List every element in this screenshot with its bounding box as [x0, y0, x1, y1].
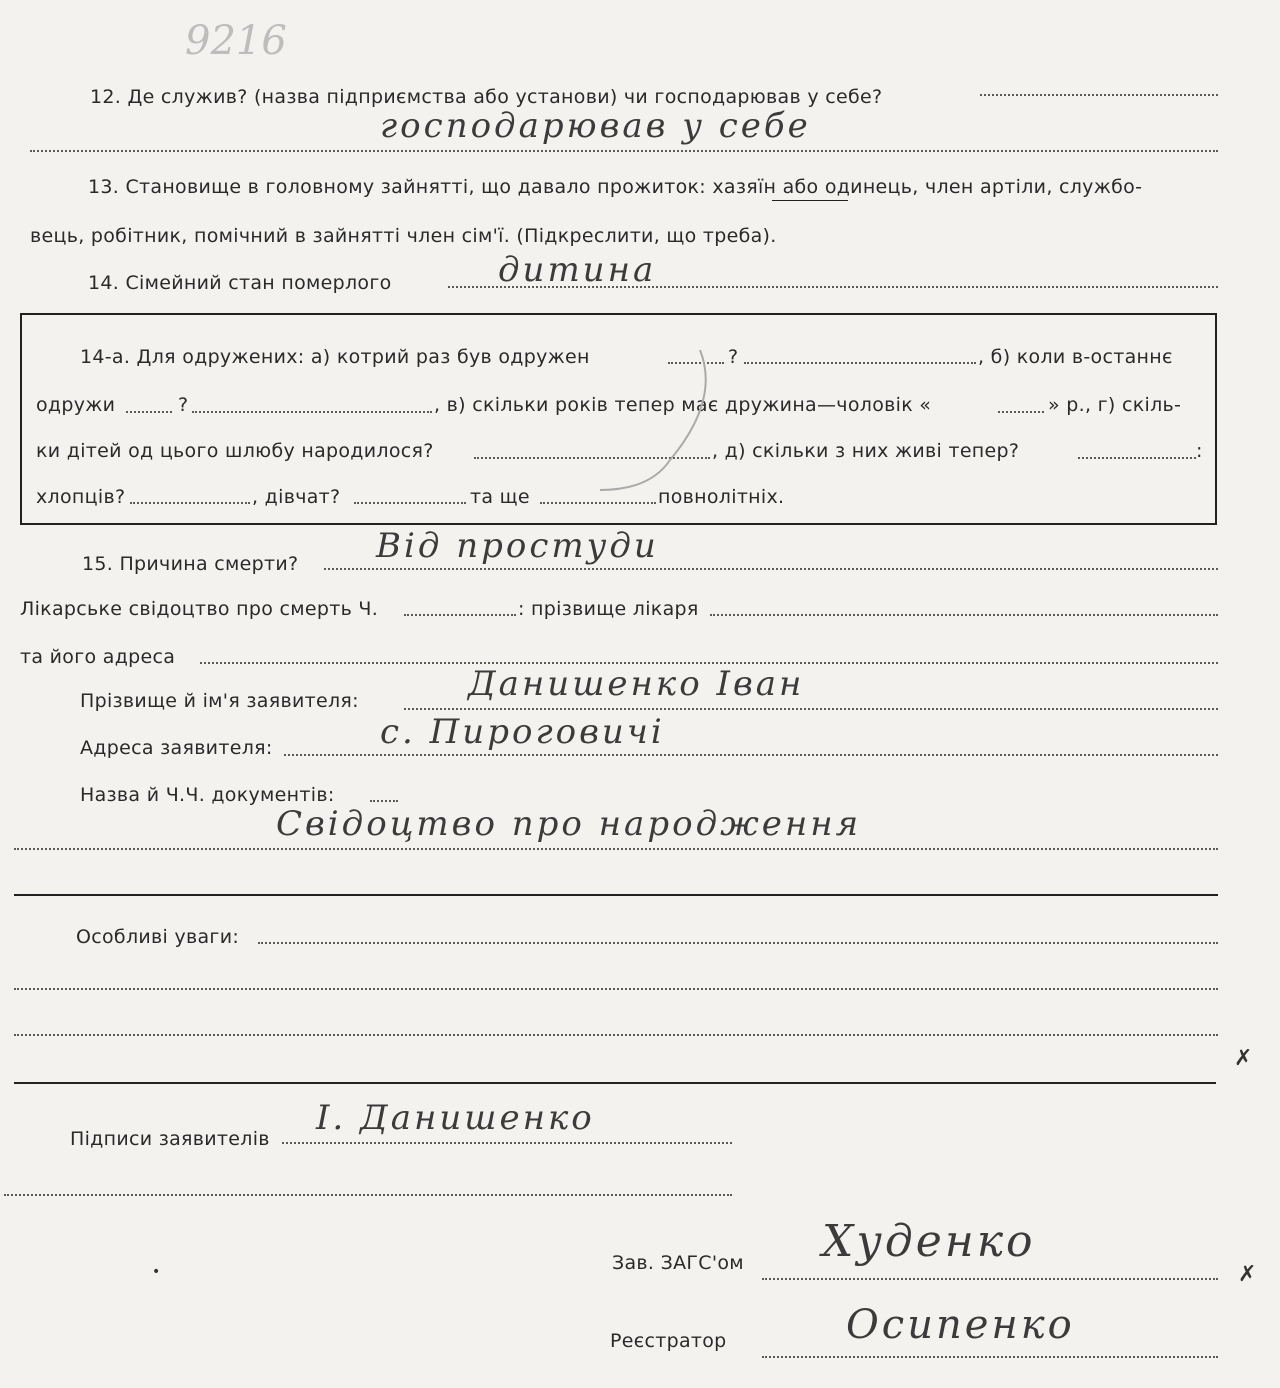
q13-line1: 13. Становище в головному зайнятті, що давало прожиток: хазяїн або одинець, член артіли, службо-: [88, 176, 1143, 198]
q15-fill-line: [324, 568, 1218, 570]
q14a-fill-4: [192, 411, 432, 413]
head-zags-signature: Худенко: [822, 1216, 1036, 1267]
registrar-label: Реєстратор: [610, 1330, 727, 1352]
q12-answer: господарював у себе: [380, 106, 811, 146]
q14a-line2-c: , в) скільки років тепер має дружина—чоловік «: [434, 394, 932, 416]
q14a-line4-a: хлопців?: [36, 486, 126, 508]
q14a-line1-b: ?: [728, 346, 739, 368]
q14a-fill-5: [998, 411, 1044, 413]
archive-number: 9216: [185, 18, 287, 64]
applicant-name-label: Прізвище й ім'я заявителя:: [80, 690, 359, 712]
remarks-line-1: [258, 942, 1218, 944]
section-divider-1: [14, 894, 1218, 896]
q14a-line4-c: та ще: [470, 486, 530, 508]
q14a-fill-2: [744, 362, 976, 364]
applicant-address-label: Адреса заявителя:: [80, 737, 273, 759]
q14a-fill-8: [130, 502, 250, 504]
medical-doctor-label: : прізвище лікаря: [518, 598, 699, 620]
applicant-signature-line-2: [4, 1194, 732, 1196]
q14a-line4-d: повнолітніх.: [658, 486, 785, 508]
q12-fill-line: [980, 94, 1218, 96]
q14-label: 14. Сімейний стан померлого: [88, 272, 392, 294]
q14a-fill-9: [354, 502, 466, 504]
medical-address-label: та його адреса: [20, 646, 176, 668]
head-zags-line: [762, 1278, 1218, 1280]
remarks-line-3: [14, 1034, 1218, 1036]
q14-answer: дитина: [498, 250, 657, 290]
remarks-label: Особливі уваги:: [76, 926, 240, 948]
punch-hole-mark-2: ✗: [1238, 1262, 1257, 1287]
q14a-line1-c: , б) коли в-останнє: [978, 346, 1173, 368]
q12-label: 12. Де служив? (назва підприємства або установи) чи господарював у себе?: [90, 86, 883, 108]
q14a-fill-7: [1078, 457, 1196, 459]
section-divider-2: [14, 1082, 1216, 1084]
q12-answer-line: [30, 150, 1218, 152]
medical-doctor-line: [710, 614, 1218, 616]
q15-answer: Від простуди: [376, 526, 659, 566]
pencil-stroke-mark: [560, 340, 760, 500]
remarks-line-2: [14, 988, 1218, 990]
punch-hole-mark: ✗: [1234, 1046, 1253, 1071]
applicant-address-value: с. Пироговичі: [380, 712, 665, 752]
q14a-line4-b: , дівчат?: [252, 486, 341, 508]
registrar-line: [762, 1356, 1218, 1358]
q14a-line3-c: :: [1196, 440, 1203, 462]
registrar-signature: Осипенко: [846, 1302, 1075, 1348]
q14-fill-line: [448, 286, 1218, 288]
q14a-line3-a: ки дітей од цього шлюбу народилося?: [36, 440, 434, 462]
q14a-fill-10: [540, 502, 656, 504]
applicant-docs-line: [370, 800, 398, 802]
q15-label: 15. Причина смерти?: [82, 553, 299, 575]
q13-line2: вець, робітник, помічний в зайнятті член сім'ї. (Підкреслити, що треба).: [30, 225, 777, 247]
q14a-line2-b: ?: [178, 394, 189, 416]
applicant-name-value: Данишенко Іван: [468, 664, 805, 704]
applicant-signature: І. Данишенко: [316, 1098, 595, 1138]
q14a-line2-d: » р., г) скіль-: [1048, 394, 1182, 416]
q14a-fill-3: [126, 411, 172, 413]
head-zags-label: Зав. ЗАГС'ом: [612, 1252, 744, 1274]
q13-underline-mark: [772, 200, 848, 201]
applicant-docs-value: Свідоцтво про народження: [276, 804, 862, 844]
q14a-line1-a: 14-а. Для одружених: а) котрий раз був одружен: [80, 346, 590, 368]
applicant-signature-line: [282, 1142, 732, 1144]
medical-cert-number-line: [404, 614, 516, 616]
applicant-signature-label: Підписи заявителів: [70, 1128, 270, 1150]
q14a-line3-b: , д) скільки з них живі тепер?: [712, 440, 1020, 462]
q14a-line2-a: одружи: [36, 394, 116, 416]
applicant-docs-label: Назва й Ч.Ч. документів:: [80, 784, 335, 806]
applicant-name-line: [404, 708, 1218, 710]
dot-mark: •: [152, 1264, 161, 1280]
applicant-address-line: [284, 754, 1218, 756]
medical-cert-label: Лікарське свідоцтво про смерть Ч.: [20, 598, 379, 620]
applicant-docs-line-2: [14, 848, 1218, 850]
